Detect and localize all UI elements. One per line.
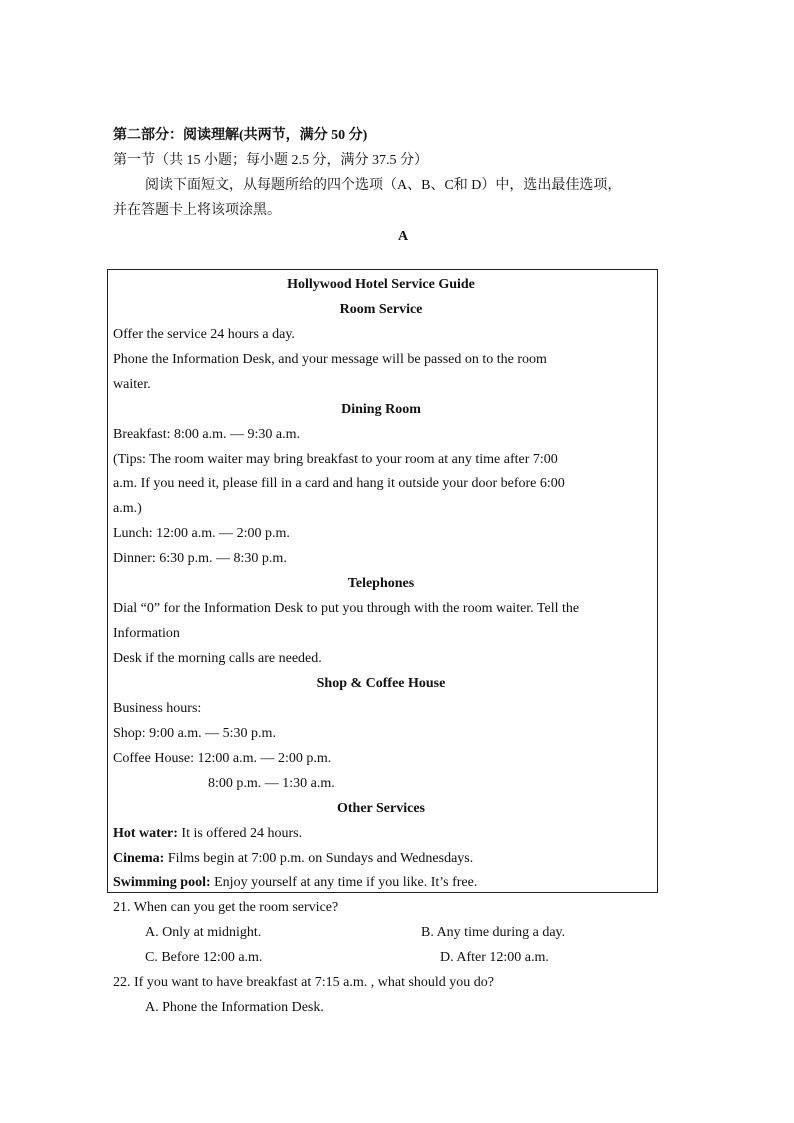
question-21-option-d: D. After 12:00 a.m. <box>440 950 549 965</box>
lunch-hours: Lunch: 12:00 a.m. — 2:00 p.m. <box>113 526 290 541</box>
service-guide-box <box>107 269 658 893</box>
shop-heading: Shop & Coffee House <box>316 676 446 691</box>
pool-text: Enjoy yourself at any time if you like. It’s free. <box>210 875 478 890</box>
question-21-option-b: B. Any time during a day. <box>421 925 566 940</box>
question-22-option-a: A. Phone the Information Desk. <box>145 1000 324 1015</box>
tips-line-3: a.m.) <box>113 501 142 516</box>
hot-water-label: Hot water: <box>113 826 178 841</box>
breakfast-hours: Breakfast: 8:00 a.m. — 9:30 a.m. <box>113 427 301 442</box>
telephones-line-2: Information <box>113 626 180 641</box>
hot-water-line <box>113 824 649 844</box>
guide-title: Hollywood Hotel Service Guide <box>287 277 475 292</box>
pool-line <box>113 873 649 893</box>
dinner-hours: Dinner: 6:30 p.m. — 8:30 p.m. <box>113 551 287 566</box>
business-hours-label: Business hours: <box>113 701 202 716</box>
tips-line-1: (Tips: The room waiter may bring breakfast to your room at any time after 7:00 <box>113 452 558 467</box>
part-title: 第二部分：阅读理解(共两节，满分 50 分) <box>113 128 368 143</box>
telephones-line-1: Dial “0” for the Information Desk to put you through with the room waiter. Tell the <box>113 601 580 616</box>
telephones-line-3: Desk if the morning calls are needed. <box>113 651 322 666</box>
dining-room-heading: Dining Room <box>341 402 421 417</box>
coffee-hours-2: 8:00 p.m. — 1:30 a.m. <box>208 776 335 791</box>
room-service-line-2: Phone the Information Desk, and your message will be passed on to the room <box>113 352 547 367</box>
other-services-heading: Other Services <box>337 801 425 816</box>
cinema-label: Cinema: <box>113 851 165 866</box>
cinema-text: Films begin at 7:00 p.m. on Sundays and Wednesdays. <box>164 851 474 866</box>
question-22-stem: 22. If you want to have breakfast at 7:15 a.m. , what should you do? <box>113 975 495 990</box>
question-21-option-a: A. Only at midnight. <box>145 925 262 940</box>
shop-hours: Shop: 9:00 a.m. — 5:30 p.m. <box>113 726 276 741</box>
passage-label: A <box>398 229 409 244</box>
room-service-heading: Room Service <box>339 302 423 317</box>
instruction-line-2: 并在答题卡上将该项涂黑。 <box>113 203 281 218</box>
hot-water-text: It is offered 24 hours. <box>177 826 303 841</box>
pool-label: Swimming pool: <box>113 875 211 890</box>
telephones-heading: Telephones <box>347 576 415 591</box>
cinema-line <box>113 849 649 869</box>
question-21-option-c: C. Before 12:00 a.m. <box>145 950 263 965</box>
room-service-line-1: Offer the service 24 hours a day. <box>113 327 295 342</box>
coffee-hours-1: Coffee House: 12:00 a.m. — 2:00 p.m. <box>113 751 332 766</box>
instruction-line-1: 阅读下面短文，从每题所给的四个选项（A、B、C和 D）中，选出最佳选项， <box>145 178 622 193</box>
room-service-line-3: waiter. <box>113 377 151 392</box>
tips-line-2: a.m. If you need it, please fill in a card and hang it outside your door before 6:00 <box>113 476 565 491</box>
section-title: 第一节（共 15 小题；每小题 2.5 分，满分 37.5 分） <box>113 153 428 168</box>
question-21-stem: 21. When can you get the room service? <box>113 900 339 915</box>
